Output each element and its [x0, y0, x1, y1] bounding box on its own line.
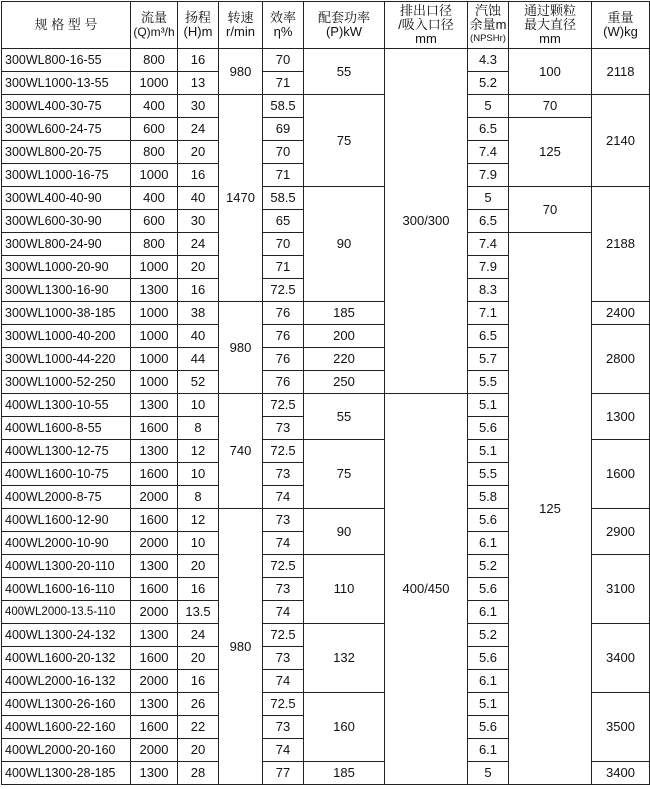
npsh-cell: 4.3 — [468, 49, 509, 72]
header-row — [2, 2, 650, 49]
flow-cell: 1300 — [131, 555, 178, 578]
npsh-cell: 7.4 — [468, 141, 509, 164]
npsh-cell: 5.1 — [468, 440, 509, 463]
flow-cell: 1000 — [131, 302, 178, 325]
head-cell: 28 — [178, 762, 219, 785]
power-cell: 55 — [304, 49, 385, 95]
power-cell: 250 — [304, 371, 385, 394]
eff-cell: 73 — [263, 647, 304, 670]
flow-cell: 1000 — [131, 164, 178, 187]
npsh-cell: 7.9 — [468, 256, 509, 279]
model-cell: 400WL2000-13.5-110 — [2, 601, 131, 624]
power-cell: 220 — [304, 348, 385, 371]
eff-cell: 71 — [263, 164, 304, 187]
power-cell: 185 — [304, 762, 385, 785]
eff-cell: 74 — [263, 601, 304, 624]
eff-cell: 74 — [263, 486, 304, 509]
power-cell: 55 — [304, 394, 385, 440]
eff-cell: 58.5 — [263, 95, 304, 118]
npsh-cell: 5.1 — [468, 693, 509, 716]
eff-cell: 72.5 — [263, 394, 304, 417]
head-cell: 10 — [178, 532, 219, 555]
head-cell: 20 — [178, 141, 219, 164]
model-cell: 300WL1000-52-250 — [2, 371, 131, 394]
head-cell: 13 — [178, 72, 219, 95]
model-cell: 400WL2000-16-132 — [2, 670, 131, 693]
model-cell: 400WL1300-12-75 — [2, 440, 131, 463]
flow-cell: 1300 — [131, 624, 178, 647]
head-cell: 10 — [178, 394, 219, 417]
flow-cell: 600 — [131, 118, 178, 141]
flow-cell: 1300 — [131, 762, 178, 785]
header-efficiency: 效率 η% — [263, 2, 304, 49]
particle-cell: 70 — [509, 95, 592, 118]
weight-cell: 3500 — [592, 693, 650, 762]
npsh-cell: 6.1 — [468, 739, 509, 762]
head-cell: 20 — [178, 555, 219, 578]
flow-cell: 1600 — [131, 647, 178, 670]
head-cell: 16 — [178, 164, 219, 187]
flow-cell: 400 — [131, 95, 178, 118]
flow-cell: 1000 — [131, 256, 178, 279]
flow-cell: 2000 — [131, 486, 178, 509]
eff-cell: 74 — [263, 739, 304, 762]
npsh-cell: 5.6 — [468, 716, 509, 739]
flow-cell: 2000 — [131, 532, 178, 555]
eff-cell: 77 — [263, 762, 304, 785]
model-cell: 300WL800-20-75 — [2, 141, 131, 164]
flow-cell: 800 — [131, 141, 178, 164]
head-cell: 16 — [178, 578, 219, 601]
speed-cell: 980 — [219, 302, 263, 394]
head-cell: 40 — [178, 325, 219, 348]
particle-cell: 70 — [509, 187, 592, 233]
header-model: 规 格 型 号 — [2, 2, 131, 49]
power-cell: 110 — [304, 555, 385, 624]
eff-cell: 70 — [263, 141, 304, 164]
npsh-cell: 5.6 — [468, 509, 509, 532]
head-cell: 16 — [178, 279, 219, 302]
head-cell: 16 — [178, 670, 219, 693]
flow-cell: 1000 — [131, 348, 178, 371]
caliber-cell: 400/450 — [385, 394, 468, 785]
eff-cell: 71 — [263, 72, 304, 95]
eff-cell: 70 — [263, 49, 304, 72]
model-cell: 400WL1300-20-110 — [2, 555, 131, 578]
model-cell: 300WL1000-40-200 — [2, 325, 131, 348]
eff-cell: 76 — [263, 302, 304, 325]
npsh-cell: 6.5 — [468, 325, 509, 348]
weight-cell: 1300 — [592, 394, 650, 440]
head-cell: 52 — [178, 371, 219, 394]
npsh-cell: 5.5 — [468, 371, 509, 394]
header-speed: 转速 r/min — [219, 2, 263, 49]
table-row — [2, 95, 650, 118]
model-cell: 400WL2000-20-160 — [2, 739, 131, 762]
npsh-cell: 6.5 — [468, 118, 509, 141]
power-cell: 200 — [304, 325, 385, 348]
eff-cell: 72.5 — [263, 279, 304, 302]
eff-cell: 70 — [263, 233, 304, 256]
flow-cell: 400 — [131, 187, 178, 210]
npsh-cell: 5.6 — [468, 417, 509, 440]
npsh-cell: 5 — [468, 187, 509, 210]
head-cell: 44 — [178, 348, 219, 371]
npsh-cell: 5.8 — [468, 486, 509, 509]
flow-cell: 2000 — [131, 670, 178, 693]
speed-cell: 980 — [219, 49, 263, 95]
model-cell: 300WL1000-13-55 — [2, 72, 131, 95]
model-cell: 300WL1000-20-90 — [2, 256, 131, 279]
npsh-cell: 5.6 — [468, 578, 509, 601]
model-cell: 400WL1600-12-90 — [2, 509, 131, 532]
particle-cell: 125 — [509, 118, 592, 187]
head-cell: 22 — [178, 716, 219, 739]
weight-cell: 3400 — [592, 624, 650, 693]
npsh-cell: 5.5 — [468, 463, 509, 486]
power-cell: 90 — [304, 187, 385, 302]
header-caliber: 排出口径 /吸入口径 mm — [385, 2, 468, 49]
weight-cell: 2140 — [592, 95, 650, 187]
eff-cell: 73 — [263, 417, 304, 440]
npsh-cell: 5.7 — [468, 348, 509, 371]
table-body — [2, 49, 650, 785]
power-cell: 160 — [304, 693, 385, 762]
model-cell: 400WL1600-16-110 — [2, 578, 131, 601]
model-cell: 400WL2000-8-75 — [2, 486, 131, 509]
eff-cell: 73 — [263, 578, 304, 601]
header-particle: 通过颗粒 最大直径 mm — [509, 2, 592, 49]
table-row — [2, 187, 650, 210]
head-cell: 30 — [178, 210, 219, 233]
npsh-cell: 8.3 — [468, 279, 509, 302]
pump-spec-table — [1, 1, 650, 785]
header-head: 扬程 (H)m — [178, 2, 219, 49]
head-cell: 30 — [178, 95, 219, 118]
head-cell: 24 — [178, 233, 219, 256]
npsh-cell: 5.2 — [468, 72, 509, 95]
npsh-cell: 5.2 — [468, 624, 509, 647]
weight-cell: 2188 — [592, 187, 650, 302]
eff-cell: 65 — [263, 210, 304, 233]
model-cell: 400WL1600-10-75 — [2, 463, 131, 486]
npsh-cell: 5 — [468, 762, 509, 785]
npsh-cell: 6.5 — [468, 210, 509, 233]
head-cell: 8 — [178, 486, 219, 509]
head-cell: 16 — [178, 49, 219, 72]
header-power: 配套功率 (P)kW — [304, 2, 385, 49]
flow-cell: 2000 — [131, 739, 178, 762]
head-cell: 24 — [178, 624, 219, 647]
flow-cell: 1300 — [131, 394, 178, 417]
weight-cell: 1600 — [592, 440, 650, 509]
power-cell: 75 — [304, 95, 385, 187]
weight-cell: 3100 — [592, 555, 650, 624]
model-cell: 300WL1300-16-90 — [2, 279, 131, 302]
header-weight: 重量 (W)kg — [592, 2, 650, 49]
npsh-cell: 5.1 — [468, 394, 509, 417]
head-cell: 13.5 — [178, 601, 219, 624]
flow-cell: 1300 — [131, 440, 178, 463]
eff-cell: 76 — [263, 371, 304, 394]
model-cell: 300WL600-24-75 — [2, 118, 131, 141]
header-npsh: 汽蚀 余量m (NPSHr) — [468, 2, 509, 49]
model-cell: 300WL1000-44-220 — [2, 348, 131, 371]
particle-cell: 125 — [509, 233, 592, 785]
eff-cell: 73 — [263, 463, 304, 486]
speed-cell: 980 — [219, 509, 263, 785]
flow-cell: 1600 — [131, 578, 178, 601]
npsh-cell: 7.9 — [468, 164, 509, 187]
flow-cell: 1600 — [131, 463, 178, 486]
head-cell: 12 — [178, 509, 219, 532]
power-cell: 132 — [304, 624, 385, 693]
model-cell: 400WL1300-28-185 — [2, 762, 131, 785]
eff-cell: 76 — [263, 348, 304, 371]
eff-cell: 74 — [263, 670, 304, 693]
weight-cell: 3400 — [592, 762, 650, 785]
head-cell: 10 — [178, 463, 219, 486]
model-cell: 300WL400-30-75 — [2, 95, 131, 118]
weight-cell: 2118 — [592, 49, 650, 95]
speed-cell: 1470 — [219, 95, 263, 302]
model-cell: 400WL1300-10-55 — [2, 394, 131, 417]
eff-cell: 73 — [263, 716, 304, 739]
flow-cell: 800 — [131, 233, 178, 256]
model-cell: 300WL1000-38-185 — [2, 302, 131, 325]
caliber-cell: 300/300 — [385, 49, 468, 394]
eff-cell: 72.5 — [263, 624, 304, 647]
head-cell: 40 — [178, 187, 219, 210]
weight-cell: 2900 — [592, 509, 650, 555]
head-cell: 12 — [178, 440, 219, 463]
eff-cell: 71 — [263, 256, 304, 279]
head-cell: 26 — [178, 693, 219, 716]
head-cell: 20 — [178, 256, 219, 279]
eff-cell: 72.5 — [263, 693, 304, 716]
head-cell: 20 — [178, 647, 219, 670]
flow-cell: 1000 — [131, 72, 178, 95]
npsh-cell: 5.6 — [468, 647, 509, 670]
power-cell: 75 — [304, 440, 385, 509]
flow-cell: 1600 — [131, 509, 178, 532]
model-cell: 300WL600-30-90 — [2, 210, 131, 233]
weight-cell: 2800 — [592, 325, 650, 394]
flow-cell: 1000 — [131, 325, 178, 348]
header-flow: 流量 (Q)m³/h — [131, 2, 178, 49]
eff-cell: 74 — [263, 532, 304, 555]
npsh-cell: 5 — [468, 95, 509, 118]
model-cell: 400WL1600-20-132 — [2, 647, 131, 670]
model-cell: 400WL1300-26-160 — [2, 693, 131, 716]
model-cell: 300WL1000-16-75 — [2, 164, 131, 187]
head-cell: 24 — [178, 118, 219, 141]
flow-cell: 600 — [131, 210, 178, 233]
flow-cell: 1300 — [131, 279, 178, 302]
eff-cell: 76 — [263, 325, 304, 348]
eff-cell: 72.5 — [263, 555, 304, 578]
weight-cell: 2400 — [592, 302, 650, 325]
model-cell: 400WL1600-22-160 — [2, 716, 131, 739]
model-cell: 300WL800-16-55 — [2, 49, 131, 72]
model-cell: 400WL1600-8-55 — [2, 417, 131, 440]
flow-cell: 1300 — [131, 693, 178, 716]
model-cell: 400WL2000-10-90 — [2, 532, 131, 555]
eff-cell: 69 — [263, 118, 304, 141]
head-cell: 20 — [178, 739, 219, 762]
flow-cell: 1600 — [131, 417, 178, 440]
power-cell: 185 — [304, 302, 385, 325]
flow-cell: 1000 — [131, 371, 178, 394]
npsh-cell: 6.1 — [468, 532, 509, 555]
npsh-cell: 7.4 — [468, 233, 509, 256]
model-cell: 300WL800-24-90 — [2, 233, 131, 256]
flow-cell: 1600 — [131, 716, 178, 739]
particle-cell: 100 — [509, 49, 592, 95]
eff-cell: 58.5 — [263, 187, 304, 210]
head-cell: 8 — [178, 417, 219, 440]
table-row — [2, 49, 650, 72]
speed-cell: 740 — [219, 394, 263, 509]
eff-cell: 72.5 — [263, 440, 304, 463]
npsh-cell: 5.2 — [468, 555, 509, 578]
power-cell: 90 — [304, 509, 385, 555]
model-cell: 300WL400-40-90 — [2, 187, 131, 210]
flow-cell: 800 — [131, 49, 178, 72]
model-cell: 400WL1300-24-132 — [2, 624, 131, 647]
head-cell: 38 — [178, 302, 219, 325]
flow-cell: 2000 — [131, 601, 178, 624]
eff-cell: 73 — [263, 509, 304, 532]
npsh-cell: 6.1 — [468, 670, 509, 693]
npsh-cell: 6.1 — [468, 601, 509, 624]
npsh-cell: 7.1 — [468, 302, 509, 325]
